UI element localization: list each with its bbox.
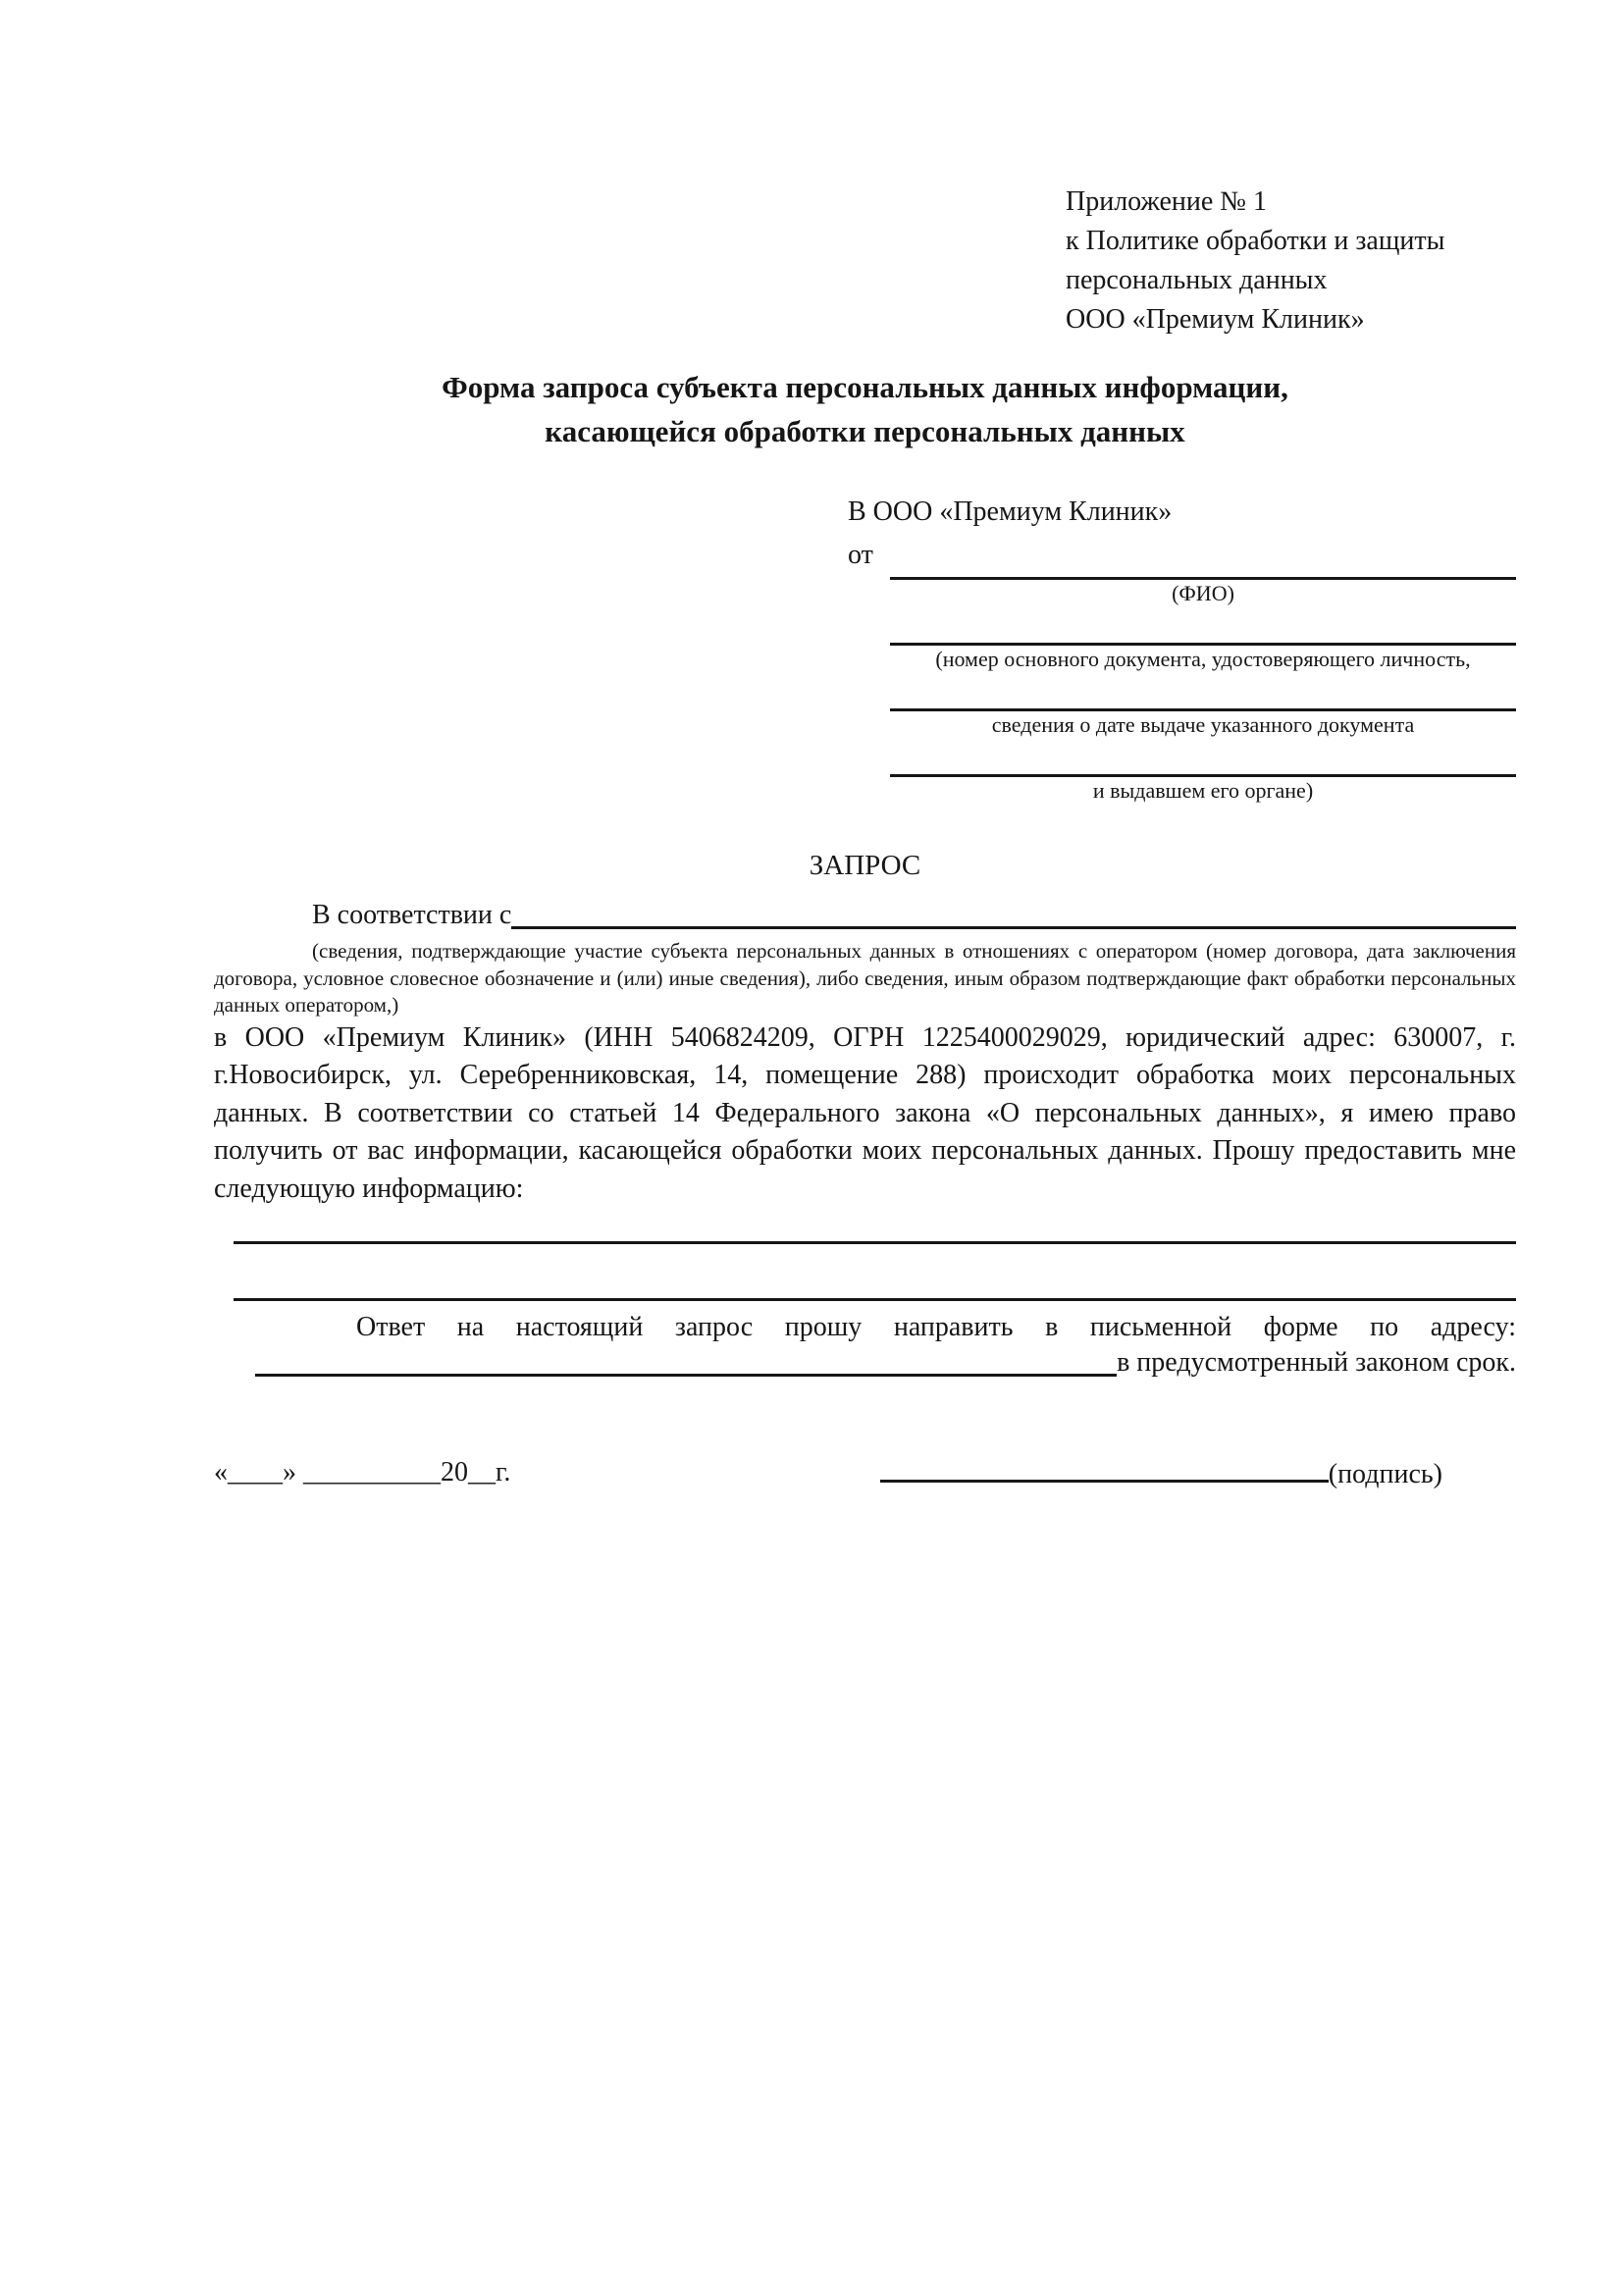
request-heading: ЗАПРОС [809,850,921,881]
signature-group [880,1456,1442,1491]
issue-date-caption: сведения о дате выдаче указанного документа [991,712,1415,737]
date-blank: «____» __________20__г. [214,1457,511,1487]
addressee-block [848,491,1516,805]
information-blank-line-2 [234,1298,1516,1301]
basis-fine-print: (сведения, подтверждающие участие субъекта персональных данных в отношениях с оператором (номер договора, дата заключения договора, условное словесное обозначение и (или) иные сведения), либо сведения, иным образом подтверждающие факт обработки персональных данных оператором,) [214,939,1516,1017]
document-title-line: касающейся обработки персональных данных [545,414,1185,448]
signature-caption: (подпись) [1328,1459,1442,1489]
addressee-to: В ООО «Премиум Клиник» [848,496,1173,527]
reply-address-row [214,1344,1516,1382]
reply-deadline-text: в предусмотренный законом срок. [1117,1347,1516,1378]
issuing-authority-field [890,774,1516,805]
basis-blank-line [511,897,1516,929]
reply-address-blank-line [255,1344,1117,1377]
fio-field [890,577,1516,607]
signature-blank-line [880,1456,1329,1483]
fio-caption: (ФИО) [1172,581,1234,605]
basis-label: В соответствии с [312,900,512,930]
document-number-caption: (номер основного документа, удостоверяющего личность, [935,647,1471,671]
annex-line: к Политике обработки и защиты [1066,226,1445,256]
issue-date-field [890,708,1516,739]
document-title [214,365,1516,453]
document-title-line: Форма запроса субъекта персональных данных информации, [442,370,1288,404]
information-blank-line-1 [234,1241,1516,1244]
annex-line: ООО «Премиум Клиник» [1066,304,1365,335]
annex-header [1066,183,1516,339]
addressee-from-label: от [848,540,873,570]
document-number-field [890,643,1516,673]
signoff-row [214,1456,1516,1491]
reply-address-intro: Ответ на настоящий запрос прошу направить в письменной форме по адресу: [356,1312,1516,1342]
request-body: в ООО «Премиум Клиник» (ИНН 5406824209, ОГРН 1225400029029, юридический адрес: 630007, г. г.Новосибирск, ул. Серебренниковская, 14, помещение 288) происходит обработка моих персональных данных. В соответствии со статьей 14 Федерального закона «О персональных данных», я имею право получить от вас информации, касающейся обработки моих персональных данных. Прошу предоставить мне следующую информацию: [214,1021,1516,1204]
annex-line: персональных данных [1066,265,1328,295]
annex-line: Приложение № 1 [1066,186,1267,217]
issuing-authority-caption: и выдавшем его органе) [1092,778,1314,803]
basis-row [214,897,1516,934]
